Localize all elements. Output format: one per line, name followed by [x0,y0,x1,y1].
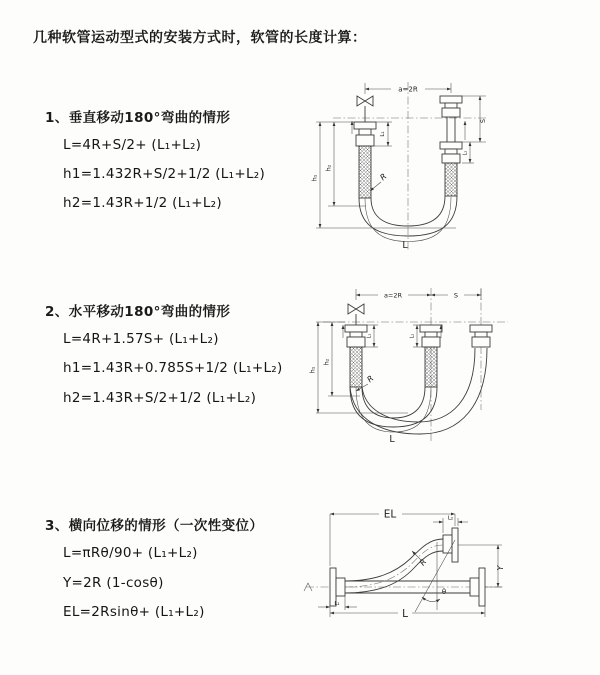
dim-label-y: Y [496,565,505,571]
valve-icon [348,304,364,325]
right-flange-displaced [443,528,458,562]
dim-label-h1: h₁ [310,174,319,182]
braided-hose-left [359,146,371,198]
dim-label-l-bottom: L [389,434,395,445]
dim-label-a2r: a=2R [383,291,403,300]
hose-displaced-position [345,539,443,593]
dim-label-h2: h₂ [324,164,333,172]
diagram-horizontal-movement [308,282,593,454]
braided-hose-middle [425,347,437,387]
dim-label-l2: L₂ [462,150,469,156]
dim-label-l1: L₁ [334,601,340,607]
section-3-formula-Y: Y=2R (1-cosθ) [63,575,164,591]
right-pipe-fitting [440,96,462,196]
left-pipe-fitting [345,325,367,387]
diagram-2-svg [308,282,593,454]
diagram-3-svg [300,502,600,652]
dimension-l1 [318,596,357,610]
section-1-formula-h2: h2=1.43R+1/2 (L₁+L₂) [63,195,222,211]
section-3-formula-L: L=πRθ/90+ (L₁+L₂) [63,545,198,561]
dim-label-r: R [378,171,389,183]
diagram-1-svg [308,76,593,254]
right-flange-initial [470,568,485,606]
dim-label-l-bottom: L [402,240,408,251]
section-2-heading: 2、水平移动180°弯曲的情形 [45,304,231,320]
dim-label-a2r: a=2R [398,85,418,94]
dimension-l [330,606,485,620]
dim-label-l2: L₂ [409,333,416,339]
left-pipe-fitting [354,122,376,198]
dim-label-s: S [453,291,459,300]
section-1-heading: 1、垂直移动180°弯曲的情形 [45,110,231,126]
dimension-l2 [433,516,468,534]
radius-annotation [370,172,388,191]
dim-label-el: EL [383,508,397,521]
radius-annotation [412,551,428,567]
section-2-formula-L: L=4R+1.57S+ (L₁+L₂) [63,331,219,347]
dimension-s [462,96,487,142]
dimension-el [330,509,455,567]
angle-theta-construction [415,540,455,612]
diagram-lateral-displacement [300,502,600,652]
dim-label-l2: L₂ [447,515,454,522]
dim-label-r: R [417,557,429,568]
middle-pipe-fitting [420,325,442,387]
section-1-formula-h1: h1=1.432R+S/2+1/2 (L₁+L₂) [63,166,266,182]
dimension-l1 [374,122,392,146]
section-3-heading: 3、横向位移的情形（一次性变位） [45,518,264,534]
dim-label-h1: h₁ [308,366,317,374]
dim-label-l1: L₁ [366,333,373,339]
page-title: 几种软管运动型式的安装方式时，软管的长度计算： [33,30,367,46]
section-2-formula-h1: h1=1.43R+0.785S+1/2 (L₁+L₂) [63,360,283,376]
braided-hose-right [445,163,457,196]
hose-u-bends [350,348,487,434]
dimension-l2 [462,142,474,163]
dim-label-l: L [402,608,408,620]
section-3-formula-EL: EL=2Rsinθ+ (L₁+L₂) [63,604,205,620]
dimension-a2r [356,289,481,300]
diagram-vertical-movement [308,76,593,254]
section-2-formula-h2: h2=1.43R+S/2+1/2 (L₁+L₂) [63,390,257,406]
dim-label-s: S [479,118,487,124]
dim-label-theta: θ [441,588,447,596]
right-pipe-fitting [470,325,492,347]
dim-label-r: R [365,373,376,385]
dim-label-l1: L₁ [380,131,386,137]
dimension-a2r [365,83,451,94]
dim-label-h2: h₂ [322,358,331,366]
braided-hose-left [350,347,362,387]
section-1-formula-L: L=4R+S/2+ (L₁+L₂) [63,137,202,153]
